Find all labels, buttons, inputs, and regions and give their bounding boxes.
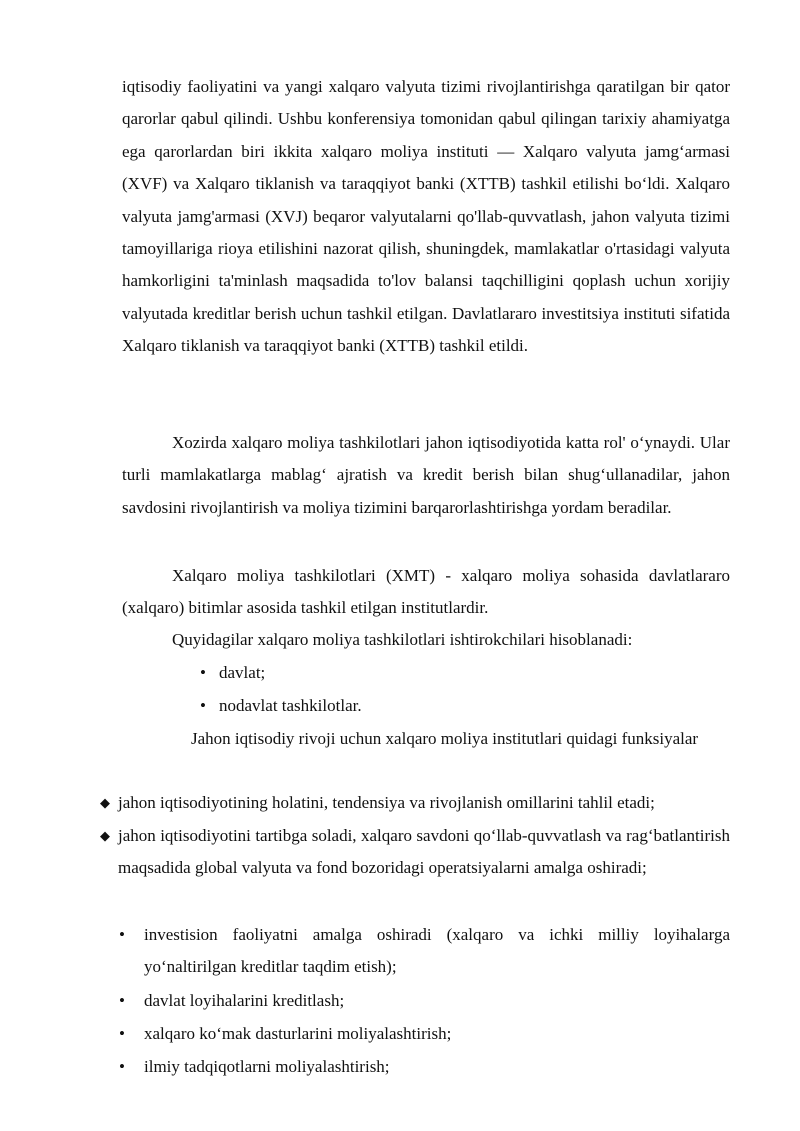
list-item-function xyxy=(119,919,730,984)
bullet-dot-icon: • xyxy=(119,1024,125,1043)
list-item-text: ilmiy tadqiqotlarni moliyalashtirish; xyxy=(144,1057,390,1076)
list-item-text: davlat loyihalarini kreditlash; xyxy=(144,991,345,1010)
list-item-function xyxy=(119,1018,730,1050)
list-item-text: jahon iqtisodiyotini tartibga soladi, xalqaro savdoni qo‘llab-quvvatlash va rag‘batlantirish maqsadida global valyuta va fond bozoridagi operatsiyalarni amalga oshiradi; xyxy=(118,826,730,878)
list-item-text: davlat; xyxy=(219,663,266,682)
bullet-dot-icon: • xyxy=(119,1057,125,1076)
bullet-dot-icon: • xyxy=(119,991,125,1010)
list-item-function xyxy=(100,820,730,885)
bullet-dot-icon: • xyxy=(200,696,206,715)
list-item-text: jahon iqtisodiyotining holatini, tendensiya va rivojlanish omillarini tahlil etadi; xyxy=(118,793,655,812)
paragraph-bretton-woods: iqtisodiy faoliyatini va yangi xalqaro valyuta tizimi rivojlantirishga qaratilgan bir qator qarorlar qabul qilindi. Ushbu konferensiya tomonidan qabul qilingan tarixiy ahamiyatga ega qarorlardan biri ikkita xalqaro moliya instituti — Xalqaro valyuta jamg‘armasi (XVF) va Xalqaro tiklanish va taraqqiyot banki (XTTB) tashkil etilishi bo‘ldi. Xalqaro valyuta jamg'armasi (XVJ) beqaror valyutalarni qo'llab-quvvatlash, jahon valyuta tizimi tamoyillariga rioya etilishini nazorat qilish, shuningdek, mamlakatlar o'rtasidagi valyuta hamkorligini ta'minlash maqsadida to'lov balansi taqchilligini qoplash uchun xorijiy valyutada kreditlar berish uchun tashkil etilgan. Davlatlararo investitsiya instituti sifatida Xalqaro tiklanish va taraqqiyot banki (XTTB) tashkil etildi. xyxy=(122,77,730,356)
paragraph-role-today: Xozirda xalqaro moliya tashkilotlari jahon iqtisodiyotida katta rol' o‘ynaydi. Ular turli mamlakatlarga mablag‘ ajratish va kredit berish bilan shug‘ullanadilar, jahon savdosini rivojlantirish va moliya tizimini barqarorlashtirishga yordam beradilar. xyxy=(122,433,730,517)
paragraph-participants-intro: Quyidagilar xalqaro moliya tashkilotlari ishtirokchilari hisoblanadi: xyxy=(172,630,633,649)
list-item-text: xalqaro ko‘mak dasturlarini moliyalashtirish; xyxy=(144,1024,452,1043)
list-item-text: investision faoliyatni amalga oshiradi (xalqaro va ichki milliy loyihalarga yo‘naltirilgan kreditlar taqdim etish); xyxy=(144,925,730,977)
list-item-function xyxy=(119,985,730,1017)
bullet-diamond-icon: ◆ xyxy=(100,795,110,810)
list-item-participant xyxy=(200,657,266,689)
list-item-function xyxy=(100,787,730,819)
list-item-participant xyxy=(200,690,362,722)
paragraph-definition: Xalqaro moliya tashkilotlari (XMT) - xalqaro moliya sohasida davlatlararo (xalqaro) bitimlar asosida tashkil etilgan institutlardir. xyxy=(122,566,730,618)
paragraph-functions-intro: Jahon iqtisodiy rivoji uchun xalqaro moliya institutlari quidagi funksiyalar xyxy=(191,729,699,748)
bullet-diamond-icon: ◆ xyxy=(100,828,110,843)
list-item-function xyxy=(119,1051,730,1083)
list-item-text: nodavlat tashkilotlar. xyxy=(219,696,362,715)
bullet-dot-icon: • xyxy=(119,925,125,944)
bullet-dot-icon: • xyxy=(200,663,206,682)
